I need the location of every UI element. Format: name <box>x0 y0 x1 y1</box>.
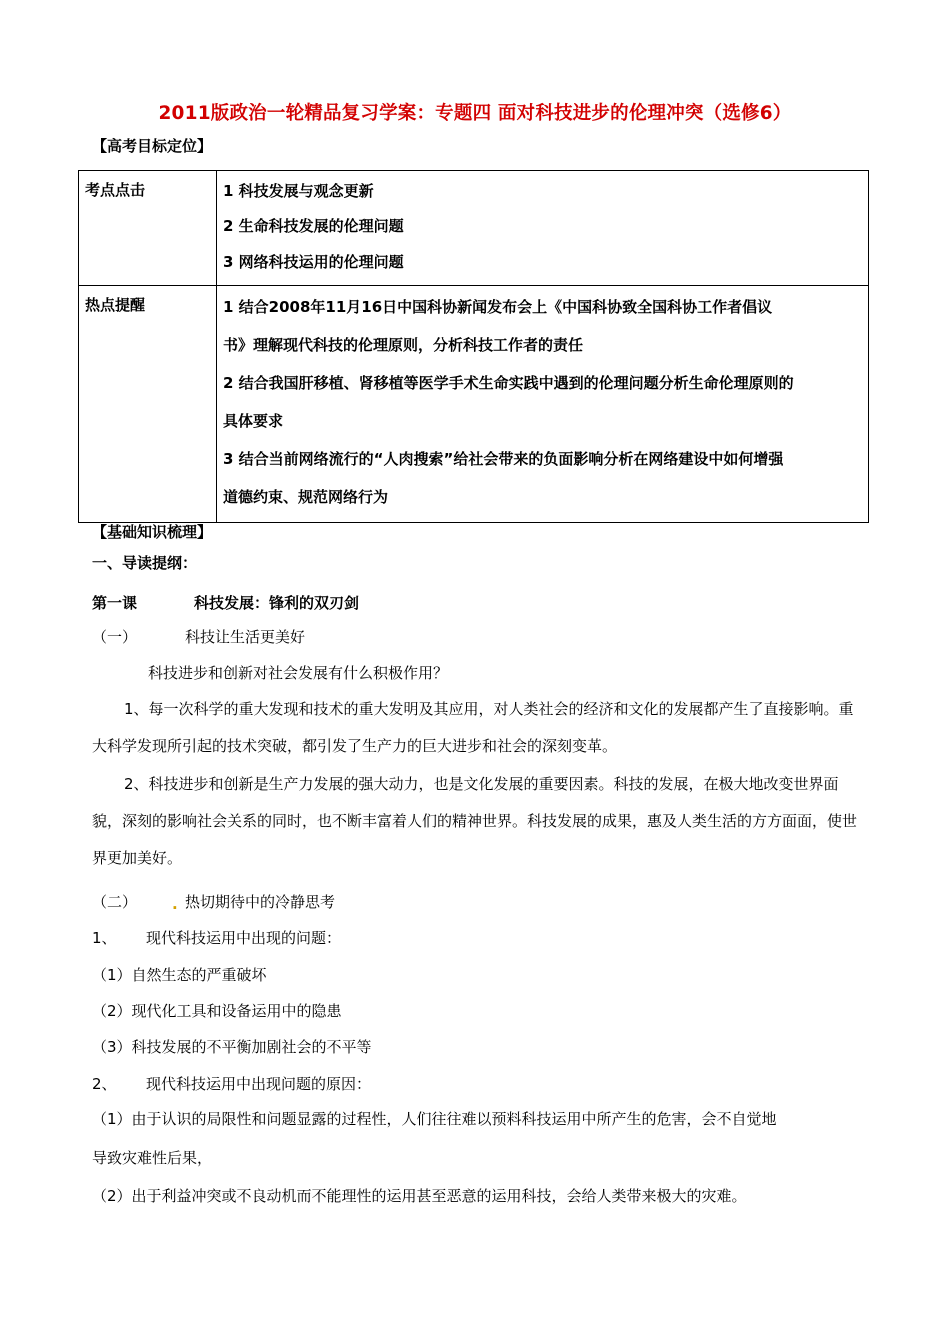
target-table <box>78 170 869 523</box>
table-line: 3 网络科技运用的伦理问题 <box>223 253 404 271</box>
item-number: 1、 <box>92 929 117 947</box>
paragraph: 1、每一次科学的重大发现和技术的重大发明及其应用，对人类社会的经济和文化的发展都产生了直接影响。重大科学发现所引起的技术突破，都引发了生产力的巨大进步和社会的深刻变革。 <box>92 700 854 755</box>
table-content-cell <box>217 286 869 523</box>
table-content-cell <box>217 171 869 286</box>
question-text: 科技进步和创新对社会发展有什么积极作用？ <box>148 664 449 682</box>
bullet-dot: . <box>172 895 178 913</box>
table-line: 3 结合当前网络流行的“人肉搜索”给社会带来的负面影响分析在网络建设中如何增强 <box>223 450 784 468</box>
lesson-number: 第一课 <box>92 594 138 612</box>
part-title: 科技让生活更美好 <box>185 628 306 646</box>
part-title: 热切期待中的冷静思考 <box>185 893 336 911</box>
row-label: 考点点击 <box>85 181 146 199</box>
list-item: （3）科技发展的不平衡加剧社会的不平等 <box>92 1038 372 1056</box>
table-row <box>79 171 869 286</box>
list-item: （2）出于利益冲突或不良动机而不能理性的运用甚至恶意的运用科技，会给人类带来极大的灾难。 <box>92 1187 747 1205</box>
list-item: （1）由于认识的局限性和问题显露的过程性，人们往往难以预料科技运用中所产生的危害，会不自觉地 <box>92 1110 777 1128</box>
table-line: 2 生命科技发展的伦理问题 <box>223 217 404 235</box>
table-label-cell <box>79 286 217 523</box>
paragraph: 2、科技进步和创新是生产力发展的强大动力，也是文化发展的重要因素。科技的发展，在极大地改变世界面貌，深刻的影响社会关系的同时，也不断丰富着人们的精神世界。科技发展的成果，惠及人类生活的方方面面，使世界更加美好。 <box>92 775 858 867</box>
table-line: 具体要求 <box>223 412 284 430</box>
list-item: （2）现代化工具和设备运用中的隐患 <box>92 1002 342 1020</box>
list-item-continuation: 导致灾难性后果， <box>92 1149 213 1167</box>
row-label: 热点提醒 <box>85 296 146 314</box>
section-heading-basics: 【基础知识梳理】 <box>92 523 213 541</box>
table-line: 2 结合我国肝移植、肾移植等医学手术生命实践中遇到的伦理问题分析生命伦理原则的 <box>223 374 794 392</box>
lesson-title: 科技发展：锋利的双刃剑 <box>194 594 360 612</box>
table-line: 1 结合2008年11月16日中国科协新闻发布会上《中国科协致全国科协工作者倡议 <box>223 298 773 316</box>
part-number: （二） <box>92 893 138 911</box>
table-row <box>79 286 869 523</box>
part-number: （一） <box>92 628 138 646</box>
item-title: 现代科技运用中出现问题的原因： <box>146 1075 372 1093</box>
table-line: 书》理解现代科技的伦理原则，分析科技工作者的责任 <box>223 336 584 354</box>
table-label-cell <box>79 171 217 286</box>
item-title: 现代科技运用中出现的问题： <box>146 929 342 947</box>
table-line: 1 科技发展与观念更新 <box>223 182 374 200</box>
list-item: （1）自然生态的严重破坏 <box>92 966 267 984</box>
section-heading-target: 【高考目标定位】 <box>92 137 213 155</box>
table-line: 道德约束、规范网络行为 <box>223 488 389 506</box>
item-number: 2、 <box>92 1075 117 1093</box>
document-title: 2011版政治一轮精品复习学案：专题四 面对科技进步的伦理冲突（选修6） <box>158 103 792 124</box>
outline-heading: 一、导读提纲： <box>92 554 198 572</box>
